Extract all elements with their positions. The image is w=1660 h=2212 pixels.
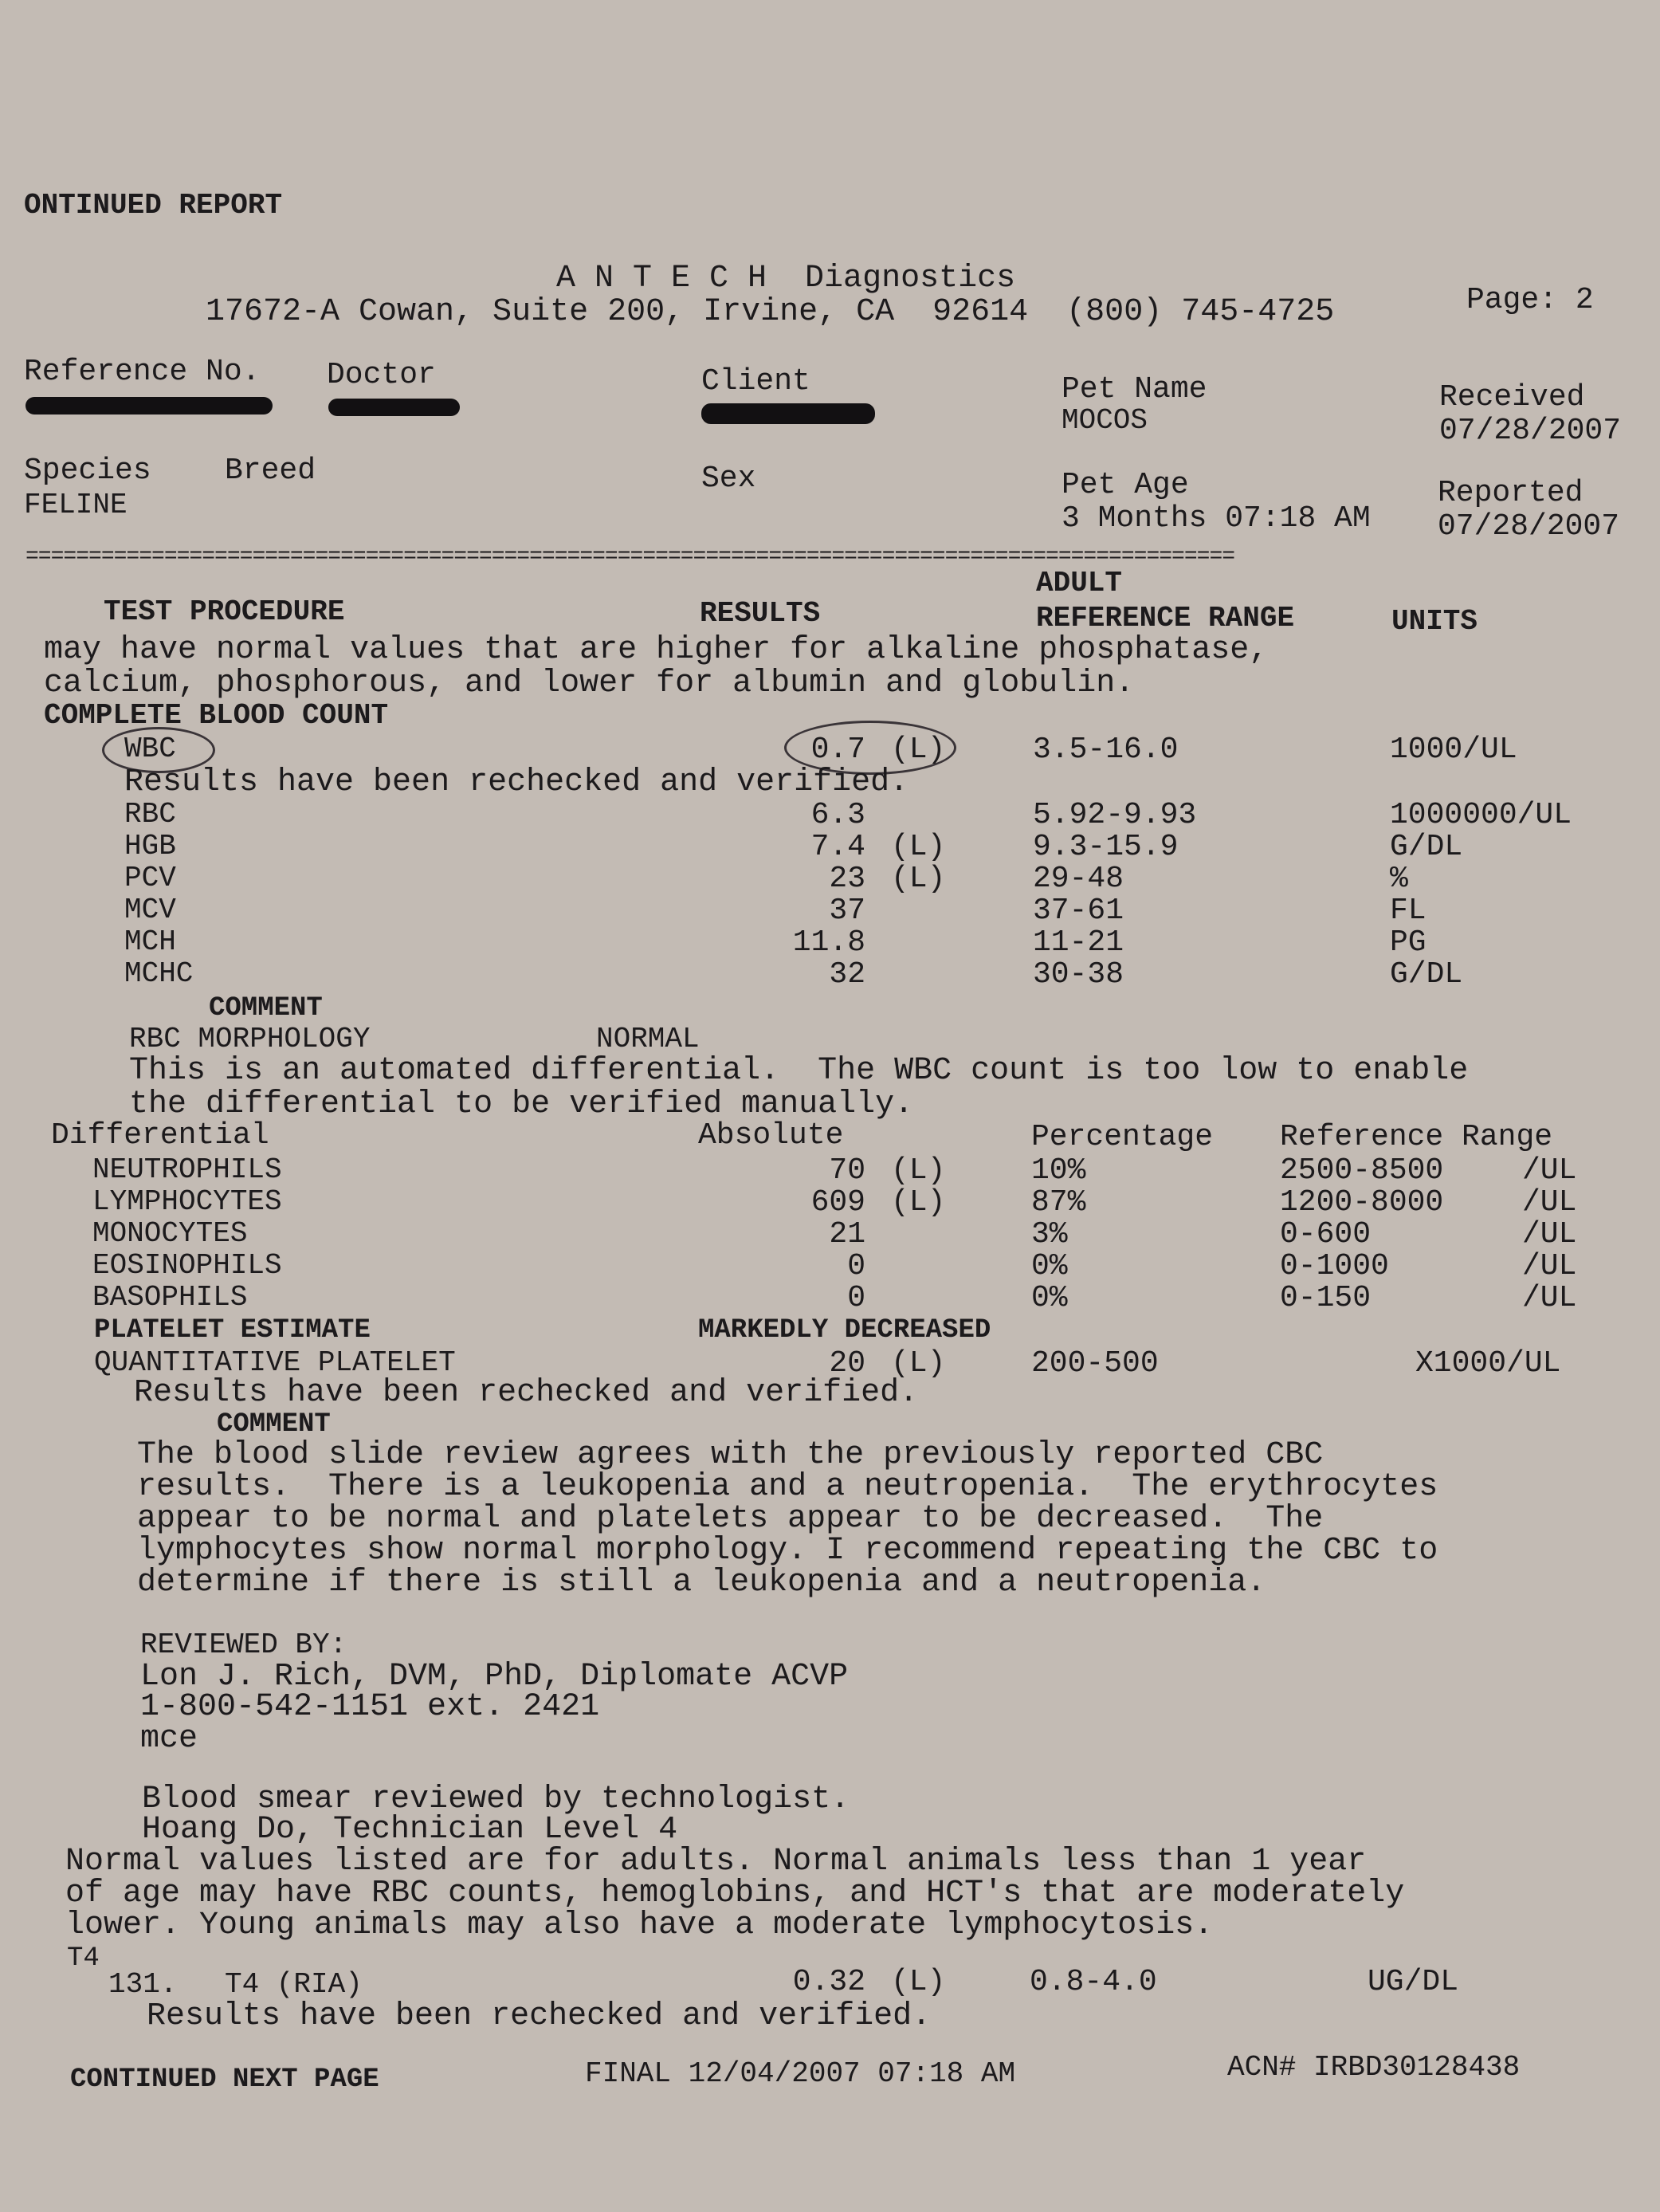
diff-absolute-value: 0 [847, 1281, 865, 1315]
cbc-result-value: 0.7 [810, 733, 865, 767]
cbc-units: 1000/UL [1390, 733, 1517, 767]
cbc-reference-range: 29-48 [1033, 862, 1124, 896]
redacted-reference-no [26, 397, 273, 415]
pet-name: MOCOS [1062, 404, 1148, 437]
diff-percentage: 87% [1031, 1185, 1086, 1220]
platelet-estimate-value: MARKEDLY DECREASED [698, 1315, 991, 1346]
cbc-result-value: 11.8 [792, 925, 865, 960]
diff-units: /UL [1522, 1185, 1577, 1220]
cbc-reference-range: 37-61 [1033, 894, 1124, 928]
cbc-reference-range: 30-38 [1033, 957, 1124, 992]
rbc-morphology-label: RBC MORPHOLOGY [129, 1023, 371, 1055]
diff-percentage: 0% [1031, 1249, 1068, 1283]
percentage-header: Percentage [1031, 1120, 1214, 1154]
diff-reference-range: 0-600 [1280, 1217, 1372, 1251]
t4-result-value: 0.32 [792, 1965, 865, 1999]
t4-line-number: 131. [108, 1968, 178, 2001]
cbc-test-name: HGB [124, 830, 176, 862]
normal-values-note-line: lower. Young animals may also have a moderate lymphocytosis. [65, 1908, 1214, 1943]
cbc-units: G/DL [1390, 957, 1463, 992]
cbc-result-value: 23 [829, 862, 865, 896]
cbc-reference-range: 3.5-16.0 [1033, 733, 1179, 767]
continued-next-page: CONTINUED NEXT PAGE [70, 2065, 379, 2095]
diff-reference-range-header: Reference Range [1280, 1120, 1553, 1154]
lab-address: 17672-A Cowan, Suite 200, Irvine, CA 92614 (800) 745-4725 [206, 294, 1335, 330]
pet-age-label: Pet Age [1062, 468, 1189, 502]
quant-platelet-flag: (L) [891, 1346, 946, 1381]
cbc-result-flag: (L) [891, 862, 946, 896]
technologist-name: Hoang Do, Technician Level 4 [142, 1812, 678, 1848]
adult-label: ADULT [1036, 567, 1123, 599]
diff-percentage: 10% [1031, 1153, 1086, 1188]
platelet-verified-note: Results have been rechecked and verified. [134, 1375, 919, 1411]
platelet-comment-line: lymphocytes show normal morphology. I recommend repeating the CBC to [137, 1533, 1438, 1569]
cbc-result-value: 7.4 [810, 830, 865, 864]
differential-label: Differential [51, 1118, 269, 1153]
intro-note-line: calcium, phosphorous, and lower for albumin and globulin. [44, 666, 1135, 701]
pet-name-label: Pet Name [1062, 372, 1207, 407]
cbc-result-value: 37 [829, 894, 865, 928]
pet-age: 3 Months 07:18 AM [1062, 501, 1371, 536]
reviewer-initials: mce [140, 1721, 198, 1757]
cbc-result-value: 32 [829, 957, 865, 992]
lab-name: A N T E C H Diagnostics [556, 261, 1016, 297]
received-label: Received [1439, 380, 1585, 415]
cbc-test-name: MCV [124, 894, 176, 926]
auto-diff-note-line: the differential to be verified manually. [129, 1086, 914, 1122]
cbc-test-name: MCHC [124, 957, 194, 990]
reviewer-name: Lon J. Rich, DVM, PhD, Diplomate ACVP [140, 1659, 849, 1695]
platelet-comment-line: results. There is a leukopenia and a neutropenia. The erythrocytes [137, 1469, 1438, 1505]
cbc-test-name: PCV [124, 862, 176, 894]
diff-cell-name: EOSINOPHILS [92, 1249, 282, 1282]
redacted-doctor [328, 399, 460, 416]
cbc-units: % [1390, 862, 1408, 896]
separator-line: ================================================================================================ [26, 544, 1235, 559]
diff-cell-name: NEUTROPHILS [92, 1153, 282, 1186]
breed-label: Breed [225, 454, 316, 488]
cbc-test-name: WBC [124, 733, 176, 765]
platelet-comment-line: appear to be normal and platelets appear to be decreased. The [137, 1501, 1324, 1537]
quant-platelet-label: QUANTITATIVE PLATELET [94, 1346, 456, 1379]
diff-percentage: 3% [1031, 1217, 1068, 1251]
species-label: Species [24, 454, 151, 488]
diff-units: /UL [1522, 1217, 1577, 1251]
results-header: RESULTS [700, 597, 821, 630]
units-header: UNITS [1391, 605, 1478, 638]
cbc-units: PG [1390, 925, 1427, 960]
platelet-comment-line: determine if there is still a leukopenia and a neutropenia. [137, 1565, 1266, 1601]
t4-section-title: T4 [67, 1943, 100, 1974]
diff-units: /UL [1522, 1281, 1577, 1315]
diff-absolute-value: 0 [847, 1249, 865, 1283]
intro-note-line: may have normal values that are higher for alkaline phosphatase, [44, 632, 1269, 668]
page-number: Page: 2 [1466, 283, 1594, 317]
reported-label: Reported [1438, 476, 1583, 510]
sex-label: Sex [701, 462, 756, 496]
cbc-units: 1000000/UL [1390, 798, 1572, 832]
auto-diff-note-line: This is an automated differential. The WBC count is too low to enable [129, 1053, 1469, 1089]
cbc-comment-label: COMMENT [209, 993, 323, 1023]
redacted-client [701, 403, 875, 424]
platelet-comment-label: COMMENT [217, 1409, 331, 1440]
platelet-comment-line: The blood slide review agrees with the previously reported CBC [137, 1437, 1324, 1473]
t4-verified-note: Results have been rechecked and verified. [147, 1998, 932, 2034]
normal-values-note-line: of age may have RBC counts, hemoglobins, and HCT's that are moderately [65, 1876, 1405, 1911]
test-procedure-header: TEST PROCEDURE [104, 595, 345, 628]
quant-platelet-range: 200-500 [1031, 1346, 1159, 1381]
quant-platelet-units: X1000/UL [1415, 1346, 1561, 1381]
cbc-result-flag: (L) [891, 830, 946, 864]
diff-absolute-value: 70 [829, 1153, 865, 1188]
cbc-units: G/DL [1390, 830, 1463, 864]
cbc-units: FL [1390, 894, 1427, 928]
diff-units: /UL [1522, 1249, 1577, 1283]
client-label: Client [701, 364, 810, 399]
cbc-reference-range: 11-21 [1033, 925, 1124, 960]
t4-units: UG/DL [1368, 1965, 1459, 1999]
cbc-result-flag: (L) [891, 733, 946, 767]
diff-absolute-value: 21 [829, 1217, 865, 1251]
diff-flag: (L) [891, 1153, 946, 1188]
t4-test-name: T4 (RIA) [225, 1968, 363, 2001]
cbc-test-name: RBC [124, 798, 176, 831]
reference-no-label: Reference No. [24, 355, 261, 389]
diff-cell-name: LYMPHOCYTES [92, 1185, 282, 1218]
diff-reference-range: 0-150 [1280, 1281, 1372, 1315]
final-date: FINAL 12/04/2007 07:18 AM [585, 2057, 1016, 2090]
species-value: FELINE [24, 489, 128, 521]
continued-report-label: ONTINUED REPORT [24, 189, 283, 222]
diff-reference-range: 1200-8000 [1280, 1185, 1444, 1220]
reference-range-header: REFERENCE RANGE [1036, 602, 1295, 635]
diff-percentage: 0% [1031, 1281, 1068, 1315]
t4-result-flag: (L) [891, 1965, 946, 1999]
reviewer-phone: 1-800-542-1151 ext. 2421 [140, 1689, 600, 1725]
diff-cell-name: BASOPHILS [92, 1281, 248, 1314]
acn-number: ACN# IRBD30128438 [1227, 2051, 1521, 2084]
cbc-test-name: MCH [124, 925, 176, 958]
smear-review-note: Blood smear reviewed by technologist. [142, 1782, 850, 1817]
diff-reference-range: 0-1000 [1280, 1249, 1389, 1283]
diff-flag: (L) [891, 1185, 946, 1220]
diff-units: /UL [1522, 1153, 1577, 1188]
platelet-estimate-label: PLATELET ESTIMATE [94, 1315, 371, 1346]
diff-cell-name: MONOCYTES [92, 1217, 248, 1250]
quant-platelet-value: 20 [829, 1346, 865, 1381]
diff-reference-range: 2500-8500 [1280, 1153, 1444, 1188]
absolute-header: Absolute [698, 1118, 844, 1153]
cbc-result-value: 6.3 [810, 798, 865, 832]
t4-reference-range: 0.8-4.0 [1030, 1965, 1157, 1999]
cbc-section-title: COMPLETE BLOOD COUNT [44, 699, 389, 732]
reported-date: 07/28/2007 [1438, 509, 1620, 544]
normal-values-note-line: Normal values listed are for adults. Normal animals less than 1 year [65, 1844, 1367, 1880]
received-date: 07/28/2007 [1439, 414, 1622, 448]
rbc-morphology-value: NORMAL [596, 1023, 700, 1055]
diff-absolute-value: 609 [810, 1185, 865, 1220]
doctor-label: Doctor [327, 358, 436, 392]
cbc-reference-range: 9.3-15.9 [1033, 830, 1179, 864]
wbc-verified-note: Results have been rechecked and verified. [124, 764, 909, 800]
cbc-reference-range: 5.92-9.93 [1033, 798, 1197, 832]
reviewed-by-label: REVIEWED BY: [140, 1629, 347, 1661]
